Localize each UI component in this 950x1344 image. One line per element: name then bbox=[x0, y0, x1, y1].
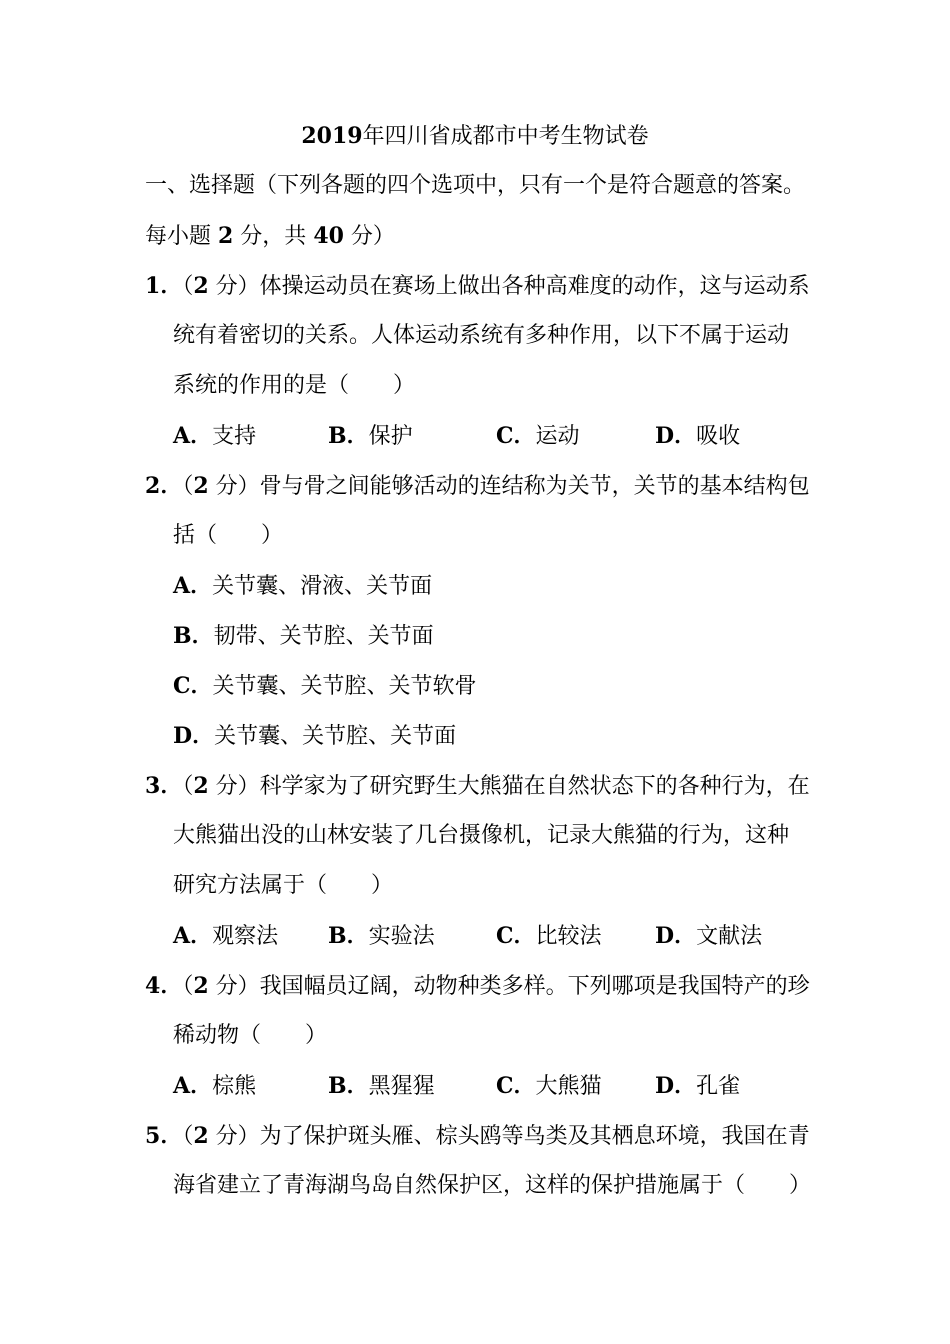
question-score: 2 bbox=[193, 273, 209, 299]
question-3-line3: 研究方法属于（ ） bbox=[173, 873, 394, 898]
question-4-option-a[interactable]: A．棕熊 bbox=[173, 1073, 257, 1099]
question-2-option-a[interactable]: A．关节囊、滑液、关节面 bbox=[173, 573, 433, 599]
question-score: 2 bbox=[193, 773, 209, 799]
question-1-option-a[interactable]: A．支持 bbox=[173, 423, 257, 449]
question-2-line2: 括（ ） bbox=[173, 523, 284, 548]
question-4-option-b[interactable]: B．黑猩猩 bbox=[328, 1073, 435, 1099]
question-4-line2: 稀动物（ ） bbox=[173, 1023, 328, 1048]
question-1-option-b[interactable]: B．保护 bbox=[328, 423, 413, 449]
question-3-line2: 大熊猫出没的山林安装了几台摄像机，记录大熊猫的行为，这种 bbox=[173, 823, 790, 848]
question-3-option-b[interactable]: B．实验法 bbox=[328, 923, 435, 949]
question-2-option-d[interactable]: D．关节囊、关节腔、关节面 bbox=[173, 723, 457, 749]
question-5-line1: 5．（2 分）为了保护斑头雁、棕头鸥等鸟类及其栖息环境，我国在青 bbox=[145, 1123, 810, 1149]
question-score: 2 bbox=[193, 973, 209, 999]
question-number: 1 bbox=[145, 273, 161, 299]
section-heading-line2: 每小题 2 分，共 40 分） bbox=[145, 223, 395, 249]
question-number: 3 bbox=[145, 773, 161, 799]
question-1-line2: 统有着密切的关系。人体运动系统有多种作用，以下不属于运动 bbox=[173, 323, 790, 348]
question-3-option-d[interactable]: D．文献法 bbox=[655, 923, 763, 949]
question-2-line1: 2．（2 分）骨与骨之间能够活动的连结称为关节，关节的基本结构包 bbox=[145, 473, 810, 499]
page-title bbox=[0, 118, 950, 155]
section-heading-line1: 一、选择题（下列各题的四个选项中，只有一个是符合题意的答案。 bbox=[145, 173, 806, 198]
question-3-option-a[interactable]: A．观察法 bbox=[173, 923, 279, 949]
title-text: 年四川省成都市中考生物试卷 bbox=[362, 124, 649, 149]
question-5-line2: 海省建立了青海湖鸟岛自然保护区，这样的保护措施属于（ ） bbox=[173, 1173, 812, 1198]
question-3-line1: 3．（2 分）科学家为了研究野生大熊猫在自然状态下的各种行为，在 bbox=[145, 773, 810, 799]
question-score: 2 bbox=[193, 1123, 209, 1149]
question-4-option-c[interactable]: C．大熊猫 bbox=[496, 1073, 602, 1099]
question-1-option-c[interactable]: C．运动 bbox=[496, 423, 580, 449]
question-score: 2 bbox=[193, 473, 209, 499]
question-2-option-c[interactable]: C．关节囊、关节腔、关节软骨 bbox=[173, 673, 477, 699]
question-1-option-d[interactable]: D．吸收 bbox=[655, 423, 741, 449]
title-year: 2019 bbox=[301, 123, 363, 149]
question-3-option-c[interactable]: C．比较法 bbox=[496, 923, 602, 949]
question-1-line3: 系统的作用的是（ ） bbox=[173, 373, 416, 398]
question-4-option-d[interactable]: D．孔雀 bbox=[655, 1073, 741, 1099]
question-number: 5 bbox=[145, 1123, 161, 1149]
question-1-line1: 1．（2 分）体操运动员在赛场上做出各种高难度的动作，这与运动系 bbox=[145, 273, 810, 299]
question-number: 2 bbox=[145, 473, 161, 499]
question-4-line1: 4．（2 分）我国幅员辽阔，动物种类多样。下列哪项是我国特产的珍 bbox=[145, 973, 810, 999]
question-2-option-b[interactable]: B．韧带、关节腔、关节面 bbox=[173, 623, 434, 649]
question-number: 4 bbox=[145, 973, 161, 999]
